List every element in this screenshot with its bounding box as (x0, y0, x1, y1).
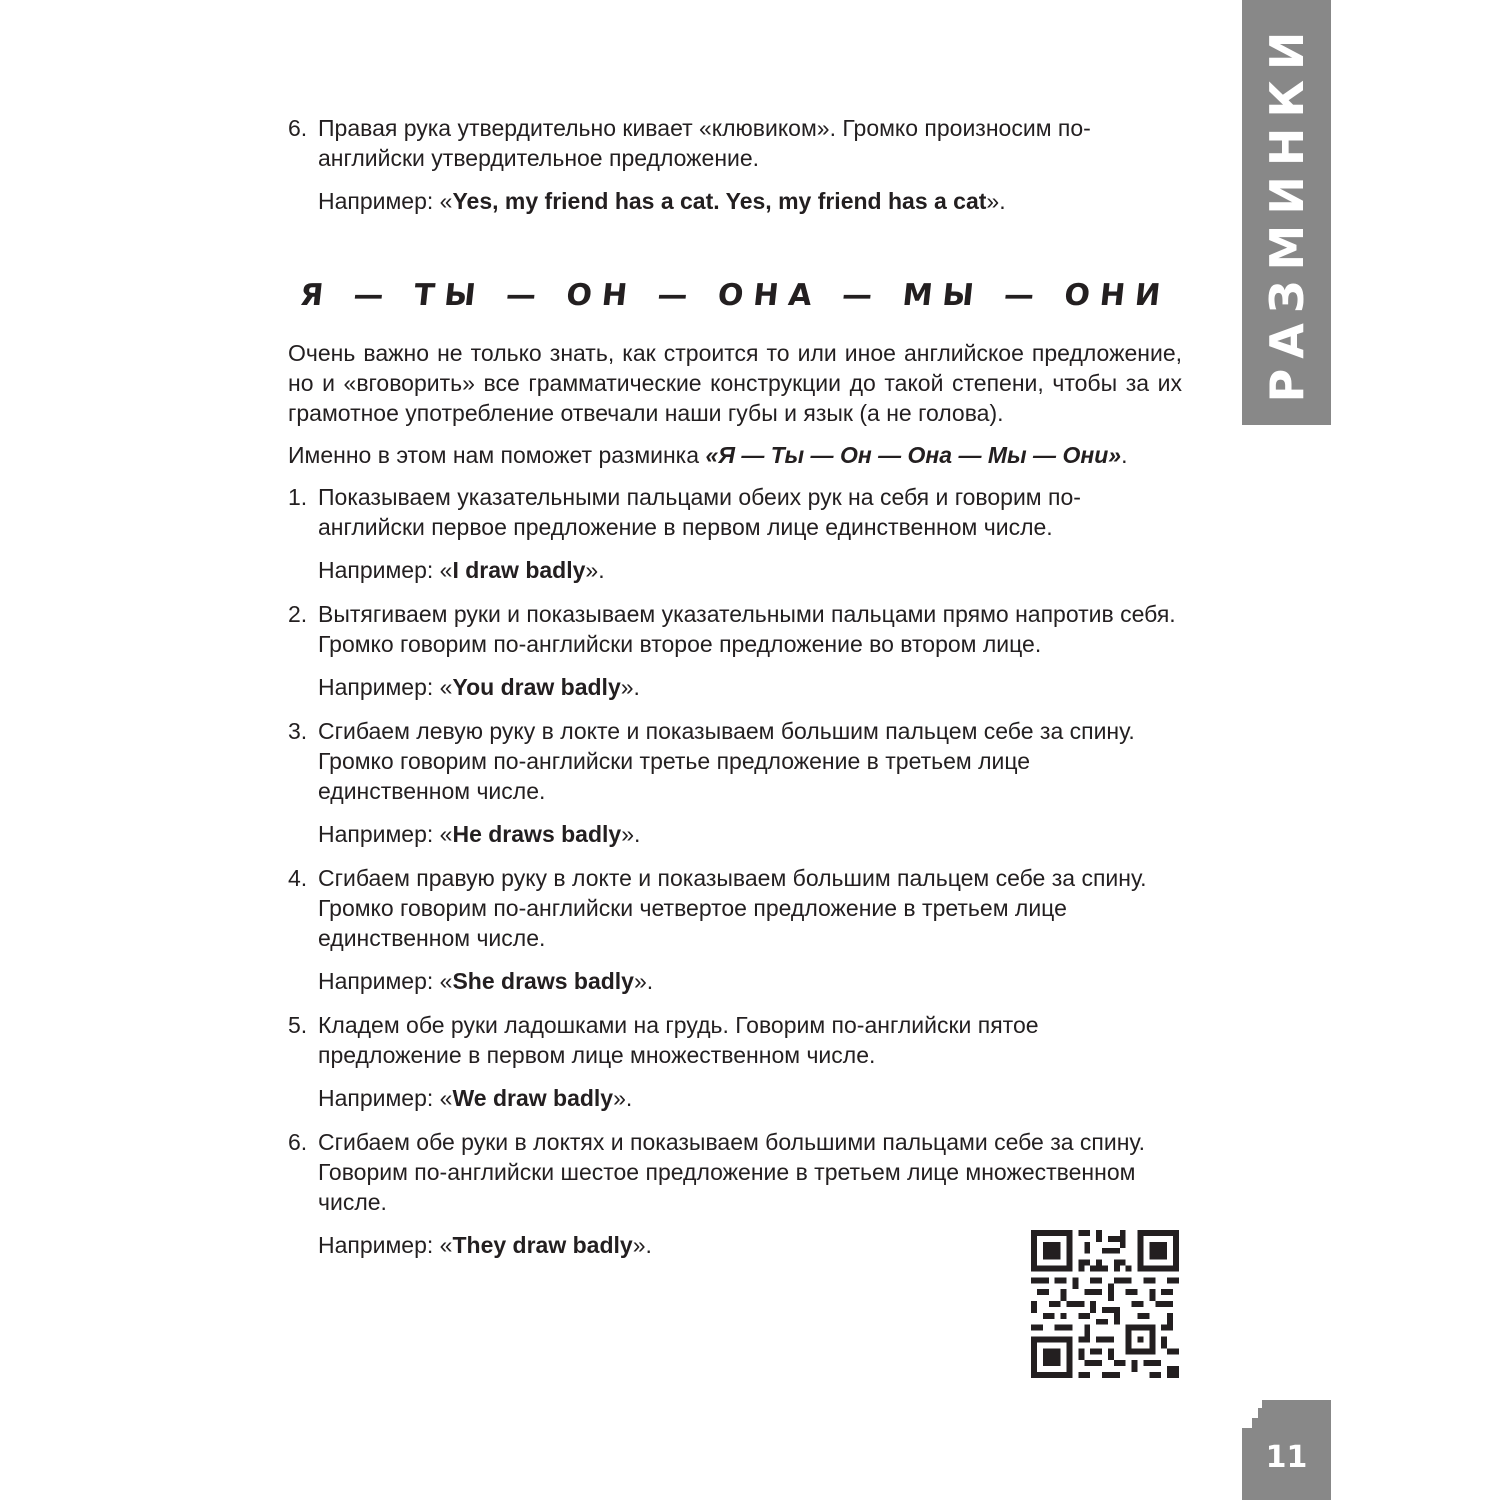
list-item (288, 482, 1182, 542)
item-text: Сгибаем обе руки в локтях и показываем большими пальцами себе за спину. Говорим по-английски шестое предложение в третьем лице множественном числе. (318, 1129, 1146, 1215)
warmup-name: «Я — Ты — Он — Она — Мы — Они» (705, 442, 1122, 468)
page-number: 11 (1265, 1440, 1308, 1475)
item-number: 3. (288, 718, 308, 744)
intro-paragraph-2 (288, 440, 1182, 470)
list-item (288, 113, 1182, 173)
example-prefix: Например: « (318, 1232, 453, 1258)
example-phrase: They draw badly (452, 1232, 633, 1258)
example-suffix: ». (620, 674, 640, 700)
section-side-tab (1242, 0, 1331, 425)
item-text: Показываем указательными пальцами обеих рук на себя и говорим по-английски первое предложение в первом лице единственном числе. (318, 484, 1081, 540)
example-line (318, 186, 1182, 216)
intro-prefix: Именно в этом нам поможет разминка (288, 442, 706, 468)
example-prefix: Например: « (318, 188, 453, 214)
example-suffix: ». (621, 821, 641, 847)
example-suffix: ». (633, 968, 654, 994)
item-number: 6. (288, 115, 308, 141)
list-item (288, 599, 1182, 659)
example-suffix: ». (613, 1085, 633, 1111)
example-suffix: ». (632, 1232, 652, 1258)
example-suffix: ». (986, 188, 1006, 214)
item-text: Кладем обе руки ладошками на грудь. Говорим по-английски пятое предложение в первом лице множественном числе. (318, 1012, 1039, 1068)
item-text: Сгибаем левую руку в локте и показываем большим пальцем себе за спину. Громко говорим по-английски третье предложение в третьем лице единственном числе. (318, 718, 1135, 804)
example-phrase: Yes, my friend has a cat. Yes, my friend has a cat (452, 188, 987, 214)
list-item (288, 716, 1182, 806)
example-prefix: Например: « (318, 968, 453, 994)
intro-suffix: . (1121, 442, 1128, 468)
item-text: Правая рука утвердительно кивает «клювиком». Громко произносим по-английски утвердительное предложение. (318, 115, 1091, 171)
example-phrase: She draws badly (452, 968, 634, 994)
list-item (288, 863, 1182, 953)
example-prefix: Например: « (318, 557, 453, 583)
item-text: Вытягиваем руки и показываем указательными пальцами прямо напротив себя. Громко говорим по-английски второе предложение во втором лице. (318, 601, 1176, 657)
list-item (288, 1010, 1182, 1070)
example-phrase: He draws badly (452, 821, 622, 847)
example-prefix: Например: « (318, 1085, 453, 1111)
list-item (288, 1127, 1182, 1217)
example-line (318, 819, 1182, 849)
section-heading: Я — ТЫ — ОН — ОНА — МЫ — ОНИ (298, 278, 1172, 313)
item-number: 4. (288, 865, 308, 891)
item-number: 5. (288, 1012, 308, 1038)
example-phrase: I draw badly (452, 557, 586, 583)
item-text: Сгибаем правую руку в локте и показываем большим пальцем себе за спину. Громко говорим по-английски четвертое предложение в третьем лице единственном числе. (318, 865, 1147, 951)
page-content (288, 113, 1182, 1260)
section-tab-label: РАЗМИНКИ (1259, 21, 1314, 403)
item-number: 6. (288, 1129, 308, 1155)
example-phrase: We draw badly (452, 1085, 614, 1111)
example-line (318, 672, 1182, 702)
intro-paragraph: Очень важно не только знать, как строится то или иное английское предложение, но и «вговорить» все грамматические конструкции до такой степени, чтобы за их грамотное употребление отвечали наши губы и язык (а не голова). (288, 340, 1182, 426)
item-number: 2. (288, 601, 308, 627)
example-line (318, 966, 1182, 996)
example-phrase: You draw badly (452, 674, 621, 700)
example-line (318, 555, 1182, 585)
qr-code[interactable] (1031, 1230, 1179, 1378)
example-prefix: Например: « (318, 821, 453, 847)
example-line (318, 1083, 1182, 1113)
example-suffix: ». (585, 557, 605, 583)
item-number: 1. (288, 484, 308, 510)
example-prefix: Например: « (318, 674, 453, 700)
